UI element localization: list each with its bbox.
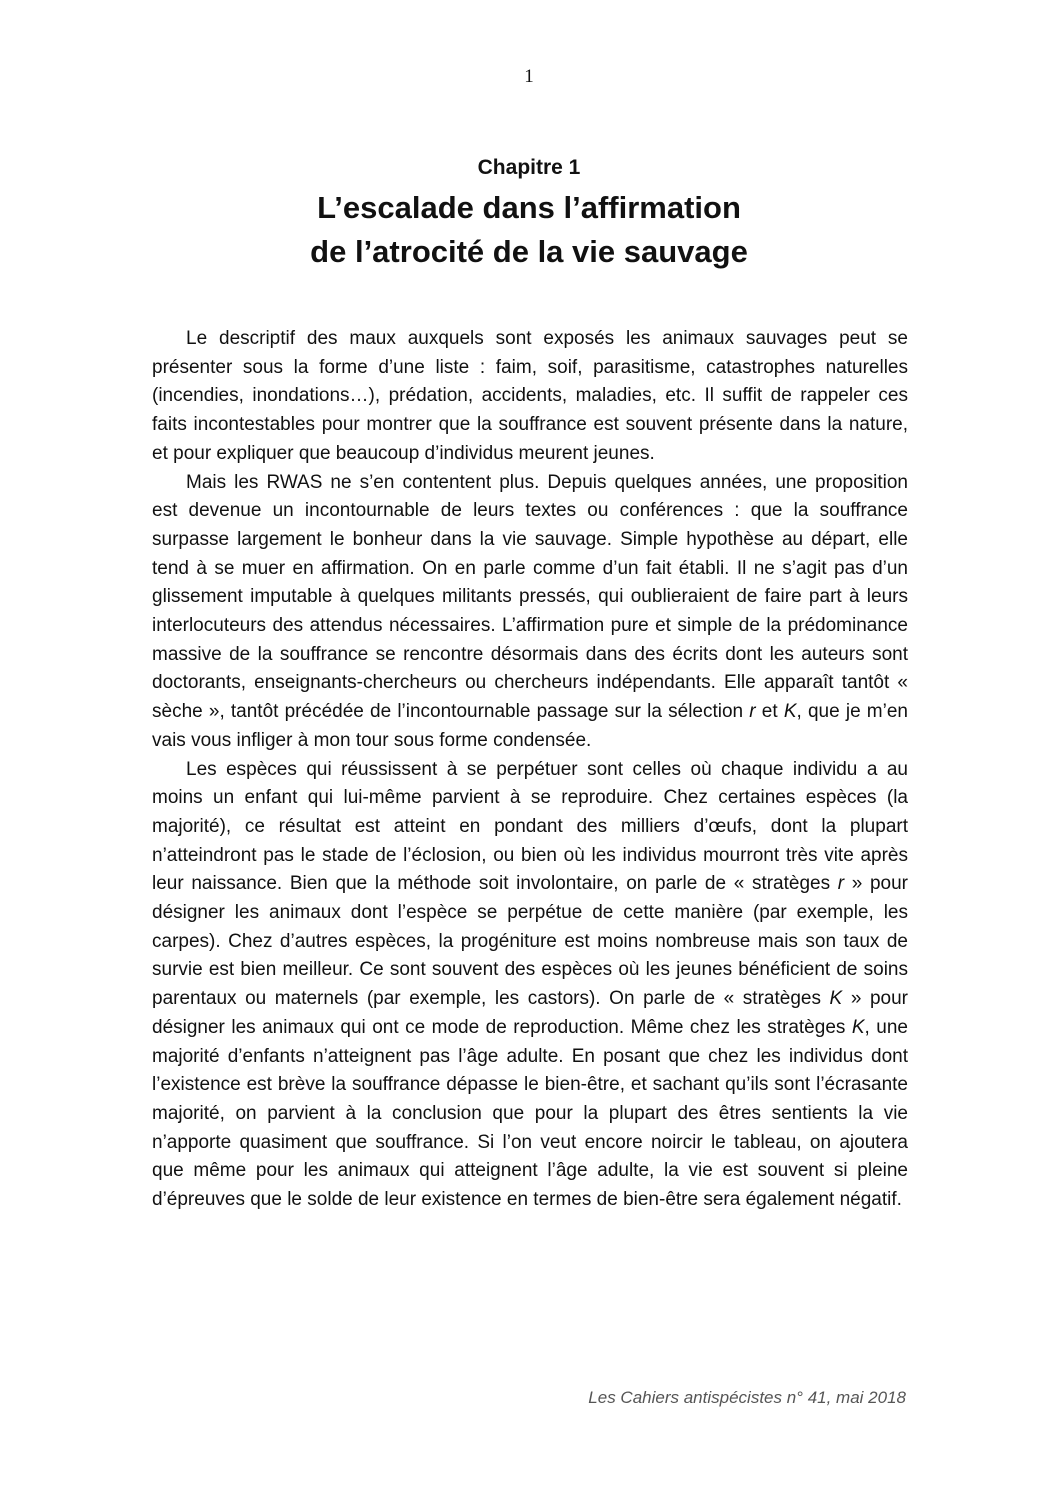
paragraph-3-text-4: , une majorité d’enfants n’atteignent pas l’âge adulte. En posant que chez les individus dont l’existence est brève la souffrance dépasse le bien-être, et sachant qu’ils sont l’écrasante majorité, on parvient à la conclusion que pour la plupart des êtres sentients la vie n’apporte quasiment que souffrance. Si l’on veut encore noircir le tableau, on ajoutera que même pour les animaux qui atteignent l’âge adulte, la vie est souvent si pleine d’épreuves que le solde de leur existence en termes de bien-être sera également négatif.: [152, 1016, 908, 1211]
chapter-label: Chapitre 1: [477, 156, 581, 179]
paragraph-3: [152, 756, 908, 1215]
chapter-title-line-1: L’escalade dans l’affirmation: [317, 190, 741, 225]
paragraph-2-text-2: et: [755, 701, 784, 723]
body-text: [152, 325, 908, 1215]
paragraph-3-italic-k: K: [829, 988, 843, 1010]
paragraph-3-italic-r: r: [837, 873, 845, 895]
chapter-title: [0, 186, 1058, 274]
paragraph-2-italic-r: r: [749, 701, 756, 723]
page-footer: Les Cahiers antispécistes n° 41, mai 2018: [588, 1388, 906, 1407]
paragraph-2-text-3: , que je m’en vais vous infliger à mon tour sous forme condensée.: [152, 701, 908, 751]
page-number: 1: [524, 66, 534, 87]
paragraph-2-text-1: Mais les RWAS ne s’en contentent plus. Depuis quelques années, une proposition est devenue un incontournable de leurs textes ou conférences : que la souffrance surpasse largement le bonheur dans la vie sauvage. Simple hypothèse au départ, elle tend à se muer en affirmation. On en parle comme d’un fait établi. Il ne s’agit pas d’un glissement imputable à quelques militants pressés, qui oublieraient de faire part à leurs interlocuteurs des attendus nécessaires. L’affirmation pure et simple de la prédominance massive de la souffrance se rencontre désormais dans des écrits dont les auteurs sont doctorants, enseignants-chercheurs ou chercheurs indépendants. Elle apparaît tantôt « sèche », tantôt précédée de l’incontournable passage sur la sélection: [152, 471, 908, 723]
paragraph-2: [152, 469, 908, 756]
paragraph-3-text-2: » pour désigner les animaux dont l’espèce se perpétue de cette manière (par exemple, les carpes). Chez d’autres espèces, la progéniture est moins nombreuse mais son taux de survie est bien meilleur. Ce sont souvent des espèces où les jeunes bénéficient de soins parentaux ou maternels (par exemple, les castors). On parle de « stratèges: [152, 873, 909, 1010]
chapter-title-line-2: de l’atrocité de la vie sauvage: [310, 234, 748, 269]
paragraph-2-italic-k: K: [783, 701, 797, 723]
paragraph-3-italic-k-2: K: [851, 1016, 865, 1038]
paragraph-1: Le descriptif des maux auxquels sont exposés les animaux sauvages peut se présenter sous la forme d’une liste : faim, soif, parasitisme, catastrophes naturelles (incendies, inondations…), prédation, accidents, maladies, etc. Il suffit de rappeler ces faits incontestables pour montrer que la souffrance est souvent présente dans la nature, et pour expliquer que beaucoup d’individus meurent jeunes.: [152, 328, 908, 464]
paragraph-3-text-1: Les espèces qui réussissent à se perpétuer sont celles où chaque individu a au moins un enfant qui lui-même parvient à se reproduire. Chez certaines espèces (la majorité), ce résultat est atteint en pondant des milliers d’œufs, dont la plupart n’atteindront pas le stade de l’éclosion, ou bien où les individus mourront très vite après leur naissance. Bien que la méthode soit involontaire, on parle de « stratèges: [152, 758, 908, 895]
paragraph-3-text-3: » pour désigner les animaux qui ont ce mode de reproduction. Même chez les stratèges: [152, 988, 908, 1038]
